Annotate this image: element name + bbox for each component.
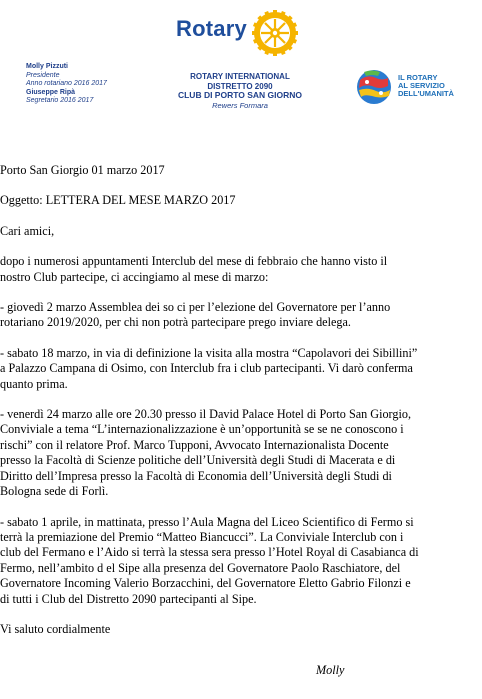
president-name: Molly Pizzuti <box>26 63 68 70</box>
president-role: Presidente <box>26 71 60 79</box>
servizio-logo <box>352 66 477 108</box>
item3-line: - venerdì 24 marzo alle ore 20.30 presso il David Palace Hotel di Porto San Giorgio, <box>0 407 412 422</box>
rotary-wordmark: Rotary <box>176 16 247 41</box>
item3-line: Diritto dell’Impresa presso la Facoltà di Economia dell’Università degli Studi di <box>0 468 392 483</box>
item4-line: terrà la premiazione del Premio “Matteo Biancucci”. La Conviviale Interclub con i <box>0 529 404 544</box>
secretary-role: Segretario 2016 2017 <box>26 97 94 104</box>
subject-line: Oggetto: LETTERA DEL MESE MARZO 2017 <box>0 193 236 208</box>
club-line-4: Rewers Formara <box>212 100 268 110</box>
greeting: Cari amici, <box>0 223 55 238</box>
rotary-logo <box>176 6 296 58</box>
globe-people-icon <box>352 66 398 108</box>
item2-line: a Palazzo Campana di Osimo, con Interclub fra i club partecipanti. Vi darò conferma <box>0 361 413 376</box>
item3-line: Conviviale a tema “L’internazionalizzazione è un’opportunità se se ne conoscono i <box>0 422 404 437</box>
president-year: Anno rotariano 2016 2017 <box>26 80 107 87</box>
item3-line: presso la Facoltà di Scienze politiche dell’Università degli Studi di Macerata e di <box>0 453 396 468</box>
item1-line: - giovedì 2 marzo Assemblea dei so ci per l’elezione del Governatore per l’anno <box>0 300 391 315</box>
place-date: Porto San Giorgio 01 marzo 2017 <box>0 163 165 177</box>
servizio-line-1: IL ROTARY <box>398 73 438 82</box>
secretary-name: Giuseppe Ripà <box>26 88 76 96</box>
item4-line: - sabato 1 aprile, in mattinata, presso l’Aula Magna del Liceo Scientifico di Fermo si <box>0 514 414 529</box>
item2-line: quanto prima. <box>0 376 68 391</box>
club-header <box>150 72 330 110</box>
item4-line: di tutti i Club del Distretto 2090 partecipanti al Sipe. <box>0 591 257 606</box>
letter-body <box>0 163 482 637</box>
item4-line: club del Fermano e l’Aido si terrà la stessa sera presso l’Hotel Royal di Casabianca di <box>0 545 419 560</box>
club-line-2: DISTRETTO 2090 <box>207 81 273 91</box>
servizio-text <box>398 74 454 98</box>
servizio-line-3: DELL'UMANITÀ <box>398 89 454 98</box>
item3-line: Bologna sede di Forlì. <box>0 484 109 499</box>
item2-line: - sabato 18 marzo, in via di definizione la visita alla mostra “Capolavori dei Sibillini” <box>0 345 418 360</box>
club-line-3: CLUB DI PORTO SAN GIORNO <box>177 90 303 100</box>
officers-block <box>26 63 156 106</box>
club-line-1: ROTARY INTERNATIONAL <box>190 72 290 81</box>
item1-line: rotariano 2019/2020, per chi non potrà partecipare prego inviare delega. <box>0 315 351 330</box>
item4-line: Governatore Incoming Valerio Borzacchini, del Governatore Eletto Gabrio Filonzi e <box>0 576 411 591</box>
signature: Molly <box>316 663 345 677</box>
servizio-line-2: AL SERVIZIO <box>398 81 445 90</box>
item4-line: Fermo, nell’ambito d el Sipe alla presenza del Governatore Paolo Raschiatore, del <box>0 560 401 575</box>
intro-line: nostro Club partecipe, ci accingiamo al mese di marzo: <box>0 269 269 284</box>
intro-line: dopo i numerosi appuntamenti Interclub del mese di febbraio che hanno visto il <box>0 254 388 269</box>
closing-line: Vi saluto cordialmente <box>0 621 111 636</box>
rotary-wheel-icon <box>252 10 298 56</box>
item3-line: rischi” con il relatore Prof. Marco Tupponi, Avvocato Internazionalista Docente <box>0 437 389 452</box>
